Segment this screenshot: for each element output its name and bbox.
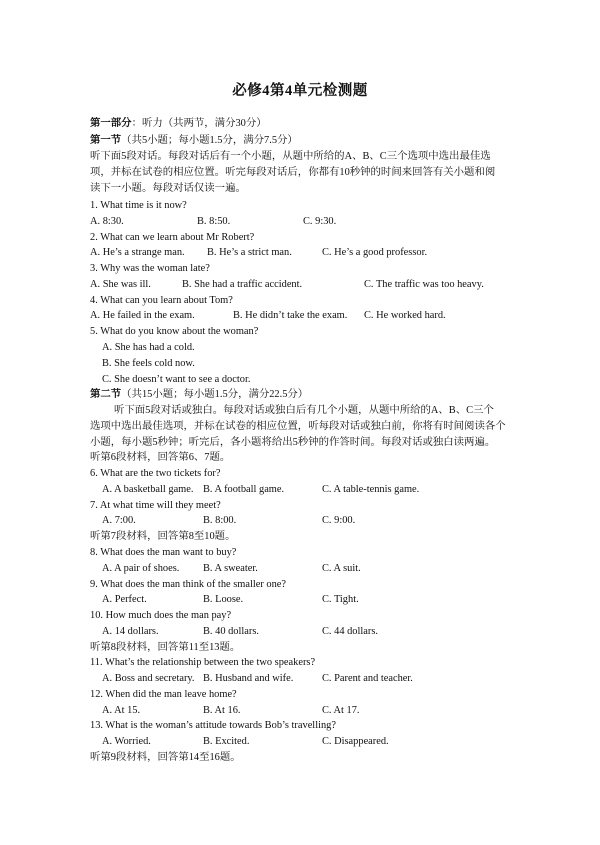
option-a: A. A pair of shoes.	[102, 563, 180, 574]
question-stem: 4. What can you learn about Tom?	[90, 295, 233, 306]
option-a: A. 14 dollars.	[102, 626, 159, 637]
option-b: B. 8:50.	[197, 216, 231, 227]
question-stem: 8. What does the man want to buy?	[90, 547, 237, 558]
option-b: B. Husband and wife.	[203, 673, 294, 684]
question-stem: 10. How much does the man pay?	[90, 610, 232, 621]
option-c: C. Parent and teacher.	[322, 673, 413, 684]
option-b: B. 40 dollars.	[203, 626, 259, 637]
option-b: B. She feels cold now.	[102, 358, 195, 369]
option-c: C. He’s a good professor.	[322, 247, 428, 258]
question-stem: 11. What’s the relationship between the two speakers?	[90, 657, 316, 668]
option-a: A. He’s a strange man.	[90, 247, 185, 258]
option-a: A. 7:00.	[102, 515, 136, 526]
section2-heading	[90, 388, 520, 401]
question-stem: 1. What time is it now?	[90, 200, 187, 211]
option-b: B. A football game.	[203, 484, 285, 495]
part1-heading	[90, 117, 520, 130]
page-title: 必修4第4单元检测题	[232, 83, 368, 99]
option-b: B. At 16.	[203, 705, 241, 716]
option-b: B. 8:00.	[203, 515, 237, 526]
question-stem: 5. What do you know about the woman?	[90, 326, 259, 337]
option-c: C. He worked hard.	[364, 310, 446, 321]
option-a: A. Perfect.	[102, 594, 147, 605]
option-c: C. Tight.	[322, 594, 359, 605]
question-stem: 3. Why was the woman late?	[90, 263, 210, 274]
option-b: B. She had a traffic accident.	[182, 279, 303, 290]
question-stem: 12. When did the man leave home?	[90, 689, 237, 700]
option-c: C. The traffic was too heavy.	[364, 279, 484, 290]
section1-heading-bold: 第一节	[90, 135, 122, 146]
part1-heading-bold: 第一部分	[90, 118, 132, 129]
option-b: B. A sweater.	[203, 563, 258, 574]
question-stem: 13. What is the woman’s attitude towards Bob’s travelling?	[90, 720, 336, 731]
option-c: C. At 17.	[322, 705, 360, 716]
section1-instruction-line: 听下面5段对话。每段对话后有一个小题，从题中所给的A、B、C三个选项中选出最佳选	[90, 151, 491, 162]
question-stem: 2. What can we learn about Mr Robert?	[90, 232, 255, 243]
section1-heading	[90, 134, 520, 147]
section1-instruction-line: 读下一小题。每段对话仅读一遍。	[90, 183, 246, 194]
option-a: A. Boss and secretary.	[102, 673, 195, 684]
option-b: B. Excited.	[203, 736, 250, 747]
material-note: 听第9段材料，回答第14至16题。	[90, 752, 241, 763]
section1-instruction-line: 项，并标在试卷的相应位置。听完每段对话后，你都有10秒钟的时间来回答有关小题和阅	[90, 167, 496, 178]
section1-heading-rest: （共5小题；每小题1.5分，满分7.5分）	[121, 135, 298, 146]
option-a: A. Worried.	[102, 736, 151, 747]
option-a: A. She has had a cold.	[102, 342, 195, 353]
option-a: A. He failed in the exam.	[90, 310, 195, 321]
section2-instruction-line: 听下面5段对话或独白。每段对话或独白后有几个小题，从题中所给的A、B、C三个	[114, 405, 494, 416]
material-note: 听第8段材料，回答第11至13题。	[90, 642, 241, 653]
option-b: B. He didn’t take the exam.	[233, 310, 348, 321]
option-c: C. She doesn’t want to see a doctor.	[102, 374, 251, 385]
material-note: 听第6段材料，回答第6、7题。	[90, 452, 231, 463]
material-note: 听第7段材料，回答第8至10题。	[90, 531, 236, 542]
option-c: C. 44 dollars.	[322, 626, 378, 637]
option-a: A. 8:30.	[90, 216, 124, 227]
option-b: B. He’s a strict man.	[207, 247, 292, 258]
option-c: C. A suit.	[322, 563, 361, 574]
question-stem: 7. At what time will they meet?	[90, 500, 221, 511]
option-c: C. Disappeared.	[322, 736, 389, 747]
option-c: C. 9:30.	[303, 216, 337, 227]
section2-heading-rest: （共15小题；每小题1.5分，满分22.5分）	[121, 389, 309, 400]
question-stem: 6. What are the two tickets for?	[90, 468, 221, 479]
part1-heading-rest: ：听力（共两节，满分30分）	[131, 118, 267, 129]
section2-instruction-line: 小题，每小题5秒钟；听完后，各小题将给出5秒钟的作答时间。每段对话或独白读两遍。	[90, 437, 496, 448]
section2-instruction-line: 选项中选出最佳选项，并标在试卷的相应位置，听每段对话或独白前，你将有时间阅读各个	[90, 421, 506, 432]
question-stem: 9. What does the man think of the smaller one?	[90, 579, 287, 590]
section2-heading-bold: 第二节	[90, 389, 122, 400]
option-a: A. At 15.	[102, 705, 141, 716]
option-c: C. 9:00.	[322, 515, 356, 526]
option-b: B. Loose.	[203, 594, 244, 605]
option-a: A. A basketball game.	[102, 484, 194, 495]
option-c: C. A table-tennis game.	[322, 484, 420, 495]
option-a: A. She was ill.	[90, 279, 151, 290]
